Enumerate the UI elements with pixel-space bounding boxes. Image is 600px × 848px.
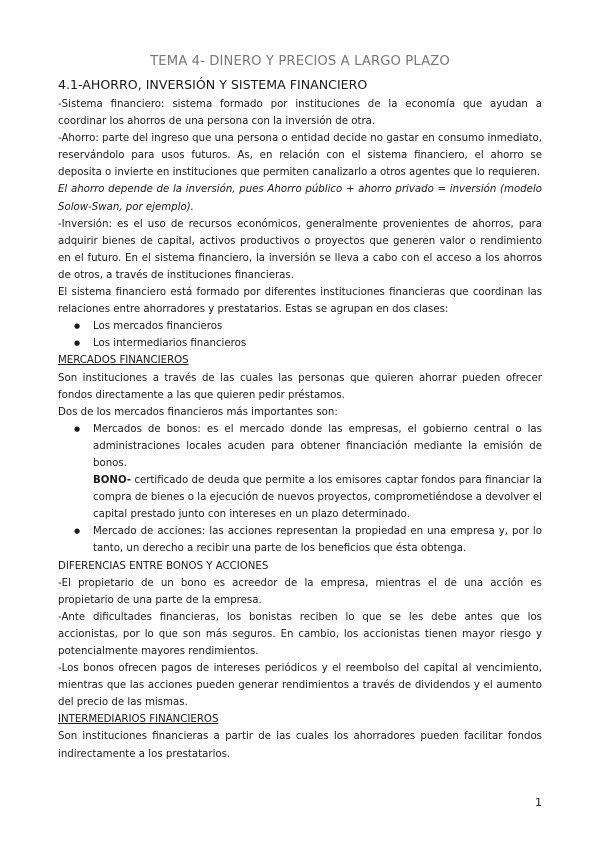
paragraph-diferencia-2: -Ante dificultades financieras, los bonistas reciben lo que se les debe antes que los accionistas, por lo que son más seguros. En cambio, los accionistas tienen mayor riesgo y potencialmente mayores rendimientos. <box>58 611 542 657</box>
paragraph-mercados: Son instituciones a través de las cuales las personas que quieren ahorrar pueden ofrecer fondos directamente a las que quieren pedir préstamos. <box>58 372 542 401</box>
paragraph-diferencia-1: -El propietario de un bono es acreedor de la empresa, mientras el de una acción es propietario de una parte de la empresa. <box>58 577 542 606</box>
heading-mercados-financieros: MERCADOS FINANCIEROS <box>58 355 189 367</box>
paragraph-diferencia-3: -Los bonos ofrecen pagos de intereses periódicos y el reembolso del capital al vencimiento, mientras que las acciones pueden generar rendimientos a través de dividendos y el aumento del precio de las mismas. <box>58 663 542 709</box>
paragraph-ahorro: -Ahorro: parte del ingreso que una persona o entidad decide no gastar en consumo inmediato, reservándolo para usos futuros. As, en relación con el sistema financiero, el ahorro se deposita o invierte en instituciones que permiten canalizarlo a otros agentes que lo requieren. <box>58 133 542 179</box>
paragraph-clases: El sistema financiero está formado por diferentes instituciones financieras que coordinan las relaciones entre ahorradores y prestatarios. Estas se agrupan en dos clases: <box>58 287 542 316</box>
list-item-bonos <box>58 421 542 524</box>
paragraph-sistema-financiero: -Sistema financiero: sistema formado por instituciones de la economía que ayudan a coordinar los ahorros de una persona con la inversión de otra. <box>58 99 542 128</box>
list-item-acciones: ● Mercado de acciones: las acciones representan la propiedad en una empresa y, por lo tanto, un derecho a recibir una parte de los beneficios que ésta obtenga. <box>58 523 542 557</box>
paragraph-inversion: -Inversión: es el uso de recursos económicos, generalmente provenientes de ahorros, para adquirir bienes de capital, activos productivos o proyectos que generen valor o rendimiento en el futuro. En el sistema financiero, la inversión se lleva a cabo con el acceso a los ahorros de otros, a través de instituciones financieras. <box>58 218 542 281</box>
paragraph-ahorro-inversion-note: El ahorro depende de la inversión, pues Ahorro público + ahorro privado = inversión (modelo Solow-Swan, por ejemplo). <box>58 184 542 213</box>
heading-diferencias: DIFERENCIAS ENTRE BONOS Y ACCIONES <box>58 560 269 572</box>
bonos-text: Mercados de bonos: es el mercado donde las empresas, el gobierno central o las administraciones locales acuden para obtener financiación mediante la emisión de bonos. <box>93 423 542 469</box>
bono-term: BONO- <box>93 475 132 487</box>
list-item: ● Los mercados financieros <box>58 318 542 335</box>
heading-intermediarios: INTERMEDIARIOS FINANCIEROS <box>58 714 219 726</box>
list-clases <box>58 318 542 352</box>
list-item: ● Los intermediarios financieros <box>58 335 542 352</box>
list-mercados <box>58 421 542 558</box>
page-title: TEMA 4- DINERO Y PRECIOS A LARGO PLAZO <box>150 54 450 69</box>
section-heading: 4.1-AHORRO, INVERSIÓN Y SISTEMA FINANCIERO <box>58 77 368 92</box>
paragraph-mercados-importantes: Dos de los mercados financieros más importantes son: <box>58 406 338 418</box>
page-number: 1 <box>535 796 542 809</box>
bono-definition <box>93 472 542 523</box>
document-page <box>58 52 542 763</box>
bono-def: certificado de deuda que permite a los emisores captar fondos para financiar la compra de bienes o la ejecución de nuevos proyectos, comprometiéndose a devolver el capital prestado junto con intereses en un plazo determinado. <box>93 475 542 521</box>
paragraph-intermediarios: Son instituciones financieras a partir de las cuales los ahorradores pueden facilitar fondos indirectamente a los prestatarios. <box>58 731 542 760</box>
